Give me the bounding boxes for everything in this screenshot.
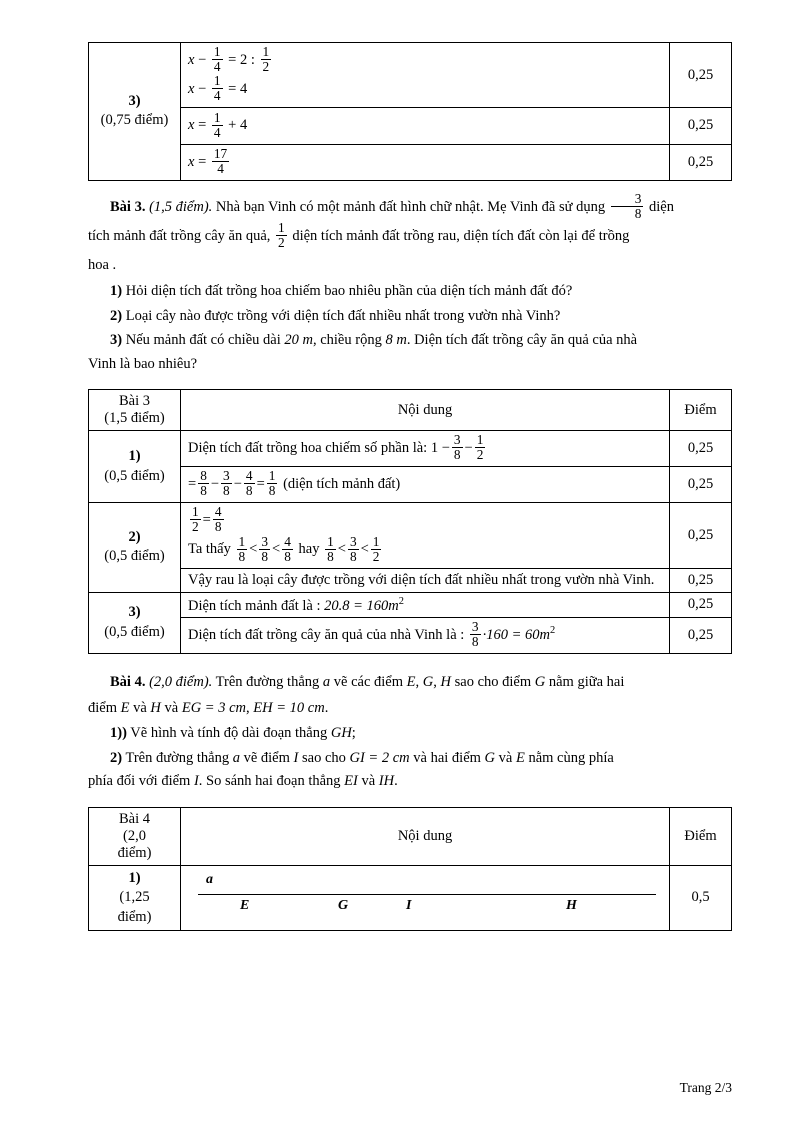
- eq-GI: GI = 2: [349, 749, 390, 766]
- q3-number: 3): [110, 332, 123, 349]
- row-score: 0,25: [670, 108, 732, 144]
- figure-line-label: a: [206, 871, 213, 887]
- bai4-intro-1: Trên đường thẳng: [215, 674, 320, 691]
- bai3-intro-4: diện tích mảnh đất trồng rau, diện tích đất còn lại để trồng: [292, 227, 630, 244]
- header-col-1: Bài 3 (1,5 điểm): [89, 390, 181, 431]
- q2-text: Loại cây nào được trồng với diện tích đất nhiều nhất trong vườn nhà Vinh?: [125, 307, 561, 324]
- row-index: 3): [128, 92, 141, 109]
- bai4-question-2-line2: phía đối với điểm I. So sánh hai đoạn thẳng EI và IH.: [88, 773, 398, 790]
- q3-text-g: . Diện tích đất trồng cây ăn quả của nhà: [406, 332, 638, 349]
- table-row: [89, 503, 732, 568]
- row-index-sub-2: điểm): [117, 908, 152, 925]
- equation-line-1: x − $\frac{1}{4}$ = 2 : $\frac{1}{2}$: [188, 44, 270, 75]
- fraction-1-2: $\frac{1}{2}$: [278, 220, 285, 251]
- bai3-intro-2: diện: [649, 198, 674, 215]
- r2a-line1: $\frac{1}{2}$ = $\frac{4}{8}$: [192, 504, 222, 535]
- r3a-text: Diện tích mảnh đất là :: [188, 597, 321, 614]
- table-row: [89, 865, 732, 931]
- fraction-3-8: $\frac{3}{8}$: [611, 192, 644, 221]
- row-content: Diện tích đất trồng cây ăn quả của nhà Vinh là : $\frac{3}{8}$ $\cdot 160 = 60m^2$: [181, 618, 670, 654]
- r3a-expr: 20.8 = 160: [324, 597, 389, 614]
- row-score: 0,25: [670, 43, 732, 108]
- row-score: 0,25: [670, 503, 732, 568]
- header-col-1: Bài 4 (2,0 điểm): [89, 807, 181, 865]
- table-row: [89, 431, 732, 467]
- eq-EH: EH = 10: [253, 699, 305, 716]
- point-H-2: H: [150, 699, 161, 716]
- header-col-3: Điểm: [670, 807, 732, 865]
- answer-table-1: [88, 42, 732, 181]
- bai3-points: (1,5 điểm).: [149, 198, 213, 215]
- header-col-2: Nội dung: [181, 807, 670, 865]
- row-index-sub: (0,5 điểm): [104, 548, 165, 565]
- bai3-intro-5: hoa .: [88, 257, 117, 274]
- table-header-row: [89, 390, 732, 431]
- point-E-2: E: [120, 699, 130, 716]
- r2a-line2: Ta thấy $\frac{1}{8}$ < $\frac{3}{8}$ < $\frac{4}{8}$ hay $\frac{1}{8}$ < $\frac{3}{8}$ < $\frac{1}{2}$: [188, 533, 380, 564]
- answer-table-bai4: [88, 807, 732, 932]
- bai4-points: (2,0 điểm).: [149, 674, 213, 691]
- row-score: 0,25: [670, 431, 732, 467]
- table-row: [89, 43, 732, 108]
- r1a-text: Diện tích đất trồng hoa chiếm số phần là:: [188, 440, 428, 457]
- line-a: a: [322, 674, 331, 691]
- equation-line-2: x − $\frac{1}{4}$ = 4: [188, 73, 248, 104]
- table-row: [89, 568, 732, 592]
- b4-q2-number: 2): [110, 749, 123, 766]
- r3b-text: Diện tích đất trồng cây ăn quả của nhà Vinh là :: [188, 627, 465, 644]
- q3-text-d: , chiều rộng: [312, 332, 382, 349]
- bai4-question-2: 2) Trên đường thẳng a vẽ điểm I sao cho GI = 2 cm và hai điểm G và E nằm cùng phía: [110, 749, 614, 766]
- row-content: Vậy rau là loại cây được trồng với diện tích đất nhiều nhất trong vườn nhà Vinh.: [181, 568, 670, 592]
- row-score: 0,25: [670, 467, 732, 503]
- point-G-2: G: [534, 674, 546, 691]
- figure-point-E: E: [240, 897, 250, 913]
- q2-number: 2): [110, 307, 123, 324]
- row-index-cell: [89, 865, 181, 931]
- q1-text: Hỏi diện tích đất trồng hoa chiếm bao nhiêu phần của diện tích mảnh đất đó?: [125, 283, 573, 300]
- row-content: [181, 108, 670, 144]
- q3-value-8: 8: [385, 332, 393, 349]
- row-content: [181, 431, 670, 467]
- bai4-intro-3: sao cho điểm: [454, 674, 532, 691]
- row-score: 0,25: [670, 144, 732, 180]
- segment-EI: EI: [344, 773, 358, 790]
- row-index-cell: [89, 43, 181, 181]
- q3-value-20: 20: [284, 332, 299, 349]
- figure-point-G: G: [338, 897, 349, 913]
- table-row: [89, 467, 732, 503]
- row-index-sub: (0,5 điểm): [104, 467, 165, 484]
- bai4-intro-4: nằm giữa hai: [548, 674, 625, 691]
- row-index-cell: [89, 503, 181, 592]
- equation-line: x = $\frac{17}{4}$: [188, 145, 228, 176]
- header-col-3: Điểm: [670, 390, 732, 431]
- q3-text-a: Nếu mảnh đất có chiều dài: [125, 332, 281, 349]
- equation-line: x = $\frac{1}{4}$ + 4: [188, 109, 248, 140]
- r3a-pow: 2: [398, 595, 404, 607]
- r1a-expr: 1 − $\frac{3}{8}$ − $\frac{1}{2}$: [430, 432, 484, 463]
- row-index: 1): [128, 869, 141, 886]
- table-row: [89, 592, 732, 618]
- figure-point-I: I: [406, 897, 412, 913]
- figure-point-H: H: [566, 897, 577, 913]
- point-G: G: [422, 674, 434, 691]
- row-content: [181, 592, 670, 618]
- row-index-cell: [89, 592, 181, 654]
- table-row: [89, 618, 732, 654]
- bai3-intro-1: Nhà bạn Vinh có một mảnh đất hình chữ nhật. Mẹ Vinh đã sử dụng: [215, 198, 606, 215]
- q3-text-h: Vinh là bao nhiêu?: [88, 355, 198, 372]
- row-score: 0,25: [670, 568, 732, 592]
- q3-unit-2: m: [396, 332, 407, 349]
- bai4-statement: Bài 4. (2,0 điểm). Trên đường thẳng a vẽ các điểm E, G, H sao cho điểm G nằm giữa hai: [110, 674, 625, 691]
- r3a-unit: m: [388, 597, 399, 614]
- row-index-sub: (0,5 điểm): [104, 623, 165, 640]
- bai3-intro-3: tích mảnh đất trồng cây ăn quả,: [88, 227, 271, 244]
- header-col-2: Nội dung: [181, 390, 670, 431]
- row-index-sub: (0,75 điểm): [100, 112, 169, 129]
- row-index-sub-1: (1,25: [119, 889, 150, 906]
- bai3-statement-line2: [88, 222, 732, 251]
- row-index: 2): [128, 528, 141, 545]
- r3b-pow: 2: [550, 625, 556, 637]
- row-score: 0,25: [670, 592, 732, 618]
- point-E: E: [406, 674, 416, 691]
- r3b-expr: ·160 = 60: [482, 627, 540, 644]
- r3b-unit: m: [539, 627, 550, 644]
- bai4-title: Bài 4.: [110, 674, 146, 691]
- r1b-expr: = $\frac{8}{8}$ − $\frac{3}{8}$ − $\frac{4}{8}$ = $\frac{1}{8}$: [188, 468, 276, 499]
- row-content: [181, 467, 670, 503]
- figure-line: [198, 894, 656, 895]
- row-content: [181, 503, 670, 568]
- bai3-question-3-line2: [88, 353, 732, 376]
- row-index: 1): [128, 448, 141, 465]
- bai3-title: Bài 3.: [110, 198, 146, 215]
- b4-q1-number: 1)): [110, 725, 127, 742]
- segment-GH: GH: [330, 725, 352, 742]
- table-row: [89, 144, 732, 180]
- point-I: I: [293, 749, 299, 766]
- bai3-question-2: [88, 305, 732, 328]
- answer-table-bai3: [88, 389, 732, 654]
- row-index-cell: [89, 431, 181, 503]
- segment-IH: IH: [378, 773, 395, 790]
- row-content: [181, 144, 670, 180]
- eq-EG: EG = 3: [181, 699, 226, 716]
- bai4-intro-2: vẽ các điểm: [333, 674, 404, 691]
- row-content: [181, 43, 670, 108]
- q3-unit-1: m: [302, 332, 313, 349]
- bai3-question-3: [88, 329, 732, 352]
- bai3-statement-line3: [88, 251, 732, 279]
- geometry-figure: [188, 872, 662, 924]
- bai3-statement: [88, 190, 732, 222]
- row-content-figure: [181, 865, 670, 931]
- point-H: H: [440, 674, 451, 691]
- bai4-statement-line2: điểm E và H và EG = 3 cm, EH = 10 cm.: [88, 699, 329, 716]
- table-header-row: [89, 807, 732, 865]
- r1b-tail: (diện tích mảnh đất): [283, 476, 401, 493]
- q1-number: 1): [110, 283, 123, 300]
- page-footer: Trang 2/3: [679, 1080, 732, 1095]
- table-row: [89, 108, 732, 144]
- row-index: 3): [128, 604, 141, 621]
- row-score: 0,25: [670, 618, 732, 654]
- bai3-question-1: [88, 280, 732, 303]
- row-score: 0,5: [670, 865, 732, 931]
- bai4-question-1: 1)) Vẽ hình và tính độ dài đoạn thẳng GH;: [110, 725, 356, 742]
